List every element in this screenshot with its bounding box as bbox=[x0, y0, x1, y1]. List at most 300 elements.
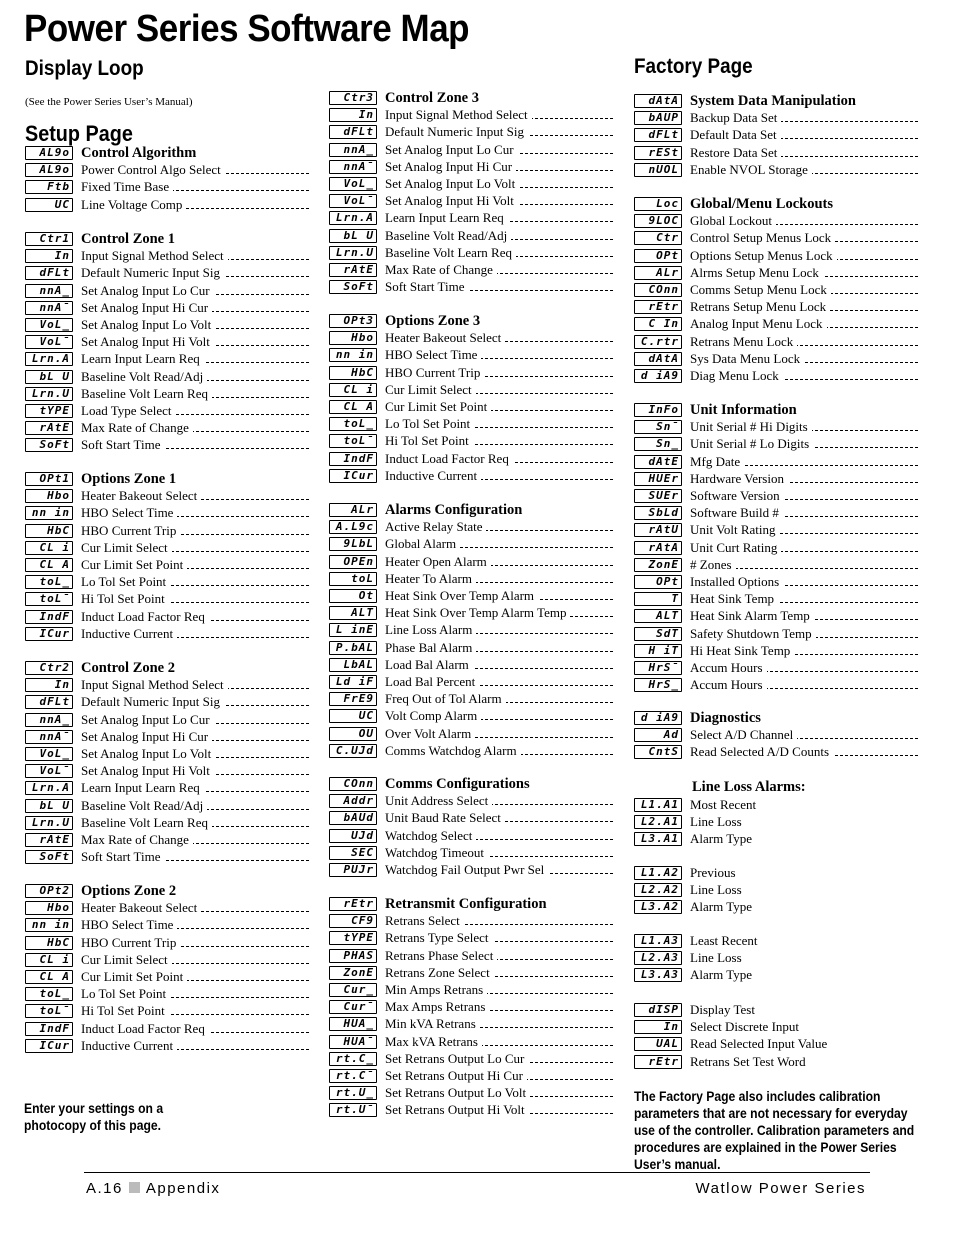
led-code: OPt bbox=[634, 249, 682, 263]
section-header bbox=[25, 231, 315, 248]
led-code: ALr bbox=[329, 503, 377, 517]
led-code: Ad bbox=[634, 728, 682, 742]
parameter-row bbox=[634, 488, 924, 505]
parameter-label: Volt Comp Alarm bbox=[385, 708, 481, 723]
parameter-row bbox=[329, 228, 619, 245]
parameter-label: Baseline Volt Learn Req bbox=[385, 245, 516, 260]
led-code: 9LOC bbox=[634, 214, 682, 228]
led-code: VoL¯ bbox=[25, 764, 73, 778]
parameter-row bbox=[25, 694, 315, 711]
led-code: In bbox=[25, 678, 73, 692]
led-code: UC bbox=[25, 198, 73, 212]
parameter-label: Comms Watchdog Alarm bbox=[385, 743, 521, 758]
parameter-row bbox=[329, 743, 619, 760]
led-code: rt.C¯ bbox=[329, 1069, 377, 1083]
led-code: SEC bbox=[329, 846, 377, 860]
led-code: CntS bbox=[634, 745, 682, 759]
parameter-row bbox=[25, 334, 315, 351]
led-code: Ftb bbox=[25, 180, 73, 194]
led-code: HUA_ bbox=[329, 1017, 377, 1031]
parameter-label: Inductive Current bbox=[81, 626, 177, 641]
led-code: Lrn.U bbox=[25, 816, 73, 830]
parameter-label: Mfg Date bbox=[690, 454, 744, 469]
parameter-label: Unit Baud Rate Select bbox=[385, 810, 505, 825]
led-code: PUJr bbox=[329, 863, 377, 877]
led-code: P.bAL bbox=[329, 641, 377, 655]
parameter-row bbox=[329, 605, 619, 622]
parameter-label: Max Rate of Change bbox=[81, 832, 193, 847]
parameter-row bbox=[329, 176, 619, 193]
led-code: bL U bbox=[329, 229, 377, 243]
parameter-row bbox=[25, 300, 315, 317]
led-code: Sn_ bbox=[634, 437, 682, 451]
led-code: VoL¯ bbox=[329, 194, 377, 208]
parameter-label: Soft Start Time bbox=[385, 279, 468, 294]
parameter-label: Learn Input Learn Req bbox=[385, 210, 508, 225]
section-header bbox=[329, 502, 619, 519]
led-code: UAL bbox=[634, 1037, 682, 1051]
led-code: Ctr2 bbox=[25, 661, 73, 675]
parameter-label: Unit Address Select bbox=[385, 793, 492, 808]
led-code: bAUd bbox=[329, 811, 377, 825]
parameter-row bbox=[634, 1036, 924, 1053]
led-code: nnA¯ bbox=[25, 730, 73, 744]
led-code: Ctr3 bbox=[329, 91, 377, 105]
parameter-label: Default Numeric Input Sig bbox=[81, 694, 224, 709]
led-code: dAtA bbox=[634, 94, 682, 108]
led-code: CL i bbox=[329, 383, 377, 397]
parameter-label: Set Analog Input Hi Volt bbox=[81, 763, 214, 778]
parameter-row bbox=[25, 729, 315, 746]
parameter-row bbox=[25, 351, 315, 368]
parameter-label: Lo Tol Set Point bbox=[81, 574, 170, 589]
parameter-label: Hi Tol Set Point bbox=[385, 433, 473, 448]
parameter-label: Installed Options bbox=[690, 574, 783, 589]
parameter-label: Learn Input Learn Req bbox=[81, 780, 204, 795]
led-code: rESt bbox=[634, 146, 682, 160]
parameter-row bbox=[634, 677, 924, 694]
parameter-row bbox=[329, 793, 619, 810]
parameter-row bbox=[329, 691, 619, 708]
parameter-label: Lo Tol Set Point bbox=[81, 986, 170, 1001]
parameter-row bbox=[329, 965, 619, 982]
led-code: FrE9 bbox=[329, 692, 377, 706]
parameter-label: Input Signal Method Select bbox=[81, 677, 228, 692]
parameter-row bbox=[25, 557, 315, 574]
parameter-row bbox=[25, 712, 315, 729]
parameter-label: Backup Data Set bbox=[690, 110, 781, 125]
led-code: IndF bbox=[329, 452, 377, 466]
parameter-row bbox=[25, 574, 315, 591]
led-code: HUEr bbox=[634, 472, 682, 486]
led-code: Loc bbox=[634, 197, 682, 211]
parameter-row bbox=[634, 282, 924, 299]
parameter-row bbox=[634, 471, 924, 488]
parameter-row bbox=[25, 780, 315, 797]
led-code: L2.A3 bbox=[634, 951, 682, 965]
led-code: Cur_ bbox=[329, 983, 377, 997]
parameter-row bbox=[329, 1102, 619, 1119]
led-code: SoFt bbox=[329, 280, 377, 294]
parameter-label: Input Signal Method Select bbox=[81, 248, 228, 263]
parameter-label: Cur Limit Select bbox=[81, 540, 172, 555]
parameter-label: Alarm Type bbox=[690, 899, 756, 914]
led-code: Cur¯ bbox=[329, 1000, 377, 1014]
parameter-row bbox=[634, 831, 924, 848]
square-bullet-icon bbox=[129, 1182, 140, 1193]
parameter-row bbox=[634, 626, 924, 643]
parameter-row bbox=[25, 832, 315, 849]
led-code: tYPE bbox=[25, 404, 73, 418]
led-code: CL A bbox=[25, 558, 73, 572]
parameter-label: Set Retrans Output Lo Cur bbox=[385, 1051, 528, 1066]
parameter-row bbox=[25, 677, 315, 694]
factory-page-heading: Factory Page bbox=[634, 55, 753, 78]
page-title: Power Series Software Map bbox=[24, 8, 470, 50]
parameter-row bbox=[25, 952, 315, 969]
parameter-row bbox=[329, 245, 619, 262]
led-code: dAtA bbox=[634, 352, 682, 366]
led-code: rAtE bbox=[25, 421, 73, 435]
section-header bbox=[329, 776, 619, 793]
parameter-row bbox=[329, 468, 619, 485]
parameter-label: Default Data Set bbox=[690, 127, 781, 142]
parameter-label: Global Alarm bbox=[385, 536, 460, 551]
parameter-row bbox=[329, 1051, 619, 1068]
led-code: A.L9c bbox=[329, 520, 377, 534]
parameter-row bbox=[329, 588, 619, 605]
parameter-row bbox=[634, 368, 924, 385]
parameter-label: Set Analog Input Hi Volt bbox=[385, 193, 518, 208]
parameter-label: Unit Serial # Hi Digits bbox=[690, 419, 812, 434]
parameter-row bbox=[329, 982, 619, 999]
parameter-label: Set Analog Input Hi Volt bbox=[81, 334, 214, 349]
led-code: SoFt bbox=[25, 850, 73, 864]
led-code: UC bbox=[329, 709, 377, 723]
parameter-label: Set Analog Input Lo Volt bbox=[81, 317, 215, 332]
line-loss-heading: Line Loss Alarms: bbox=[692, 779, 806, 795]
parameter-label: Cur Limit Set Point bbox=[81, 557, 187, 572]
parameter-label: Min Amps Retrans bbox=[385, 982, 487, 997]
led-code: COnn bbox=[329, 777, 377, 791]
parameter-label: Alarm Type bbox=[690, 831, 756, 846]
parameter-row bbox=[329, 948, 619, 965]
led-code: rt.U_ bbox=[329, 1086, 377, 1100]
parameter-row bbox=[329, 519, 619, 536]
led-code: InFo bbox=[634, 403, 682, 417]
led-code: CL A bbox=[329, 400, 377, 414]
parameter-row bbox=[329, 124, 619, 141]
parameter-label: Watchdog Timeout bbox=[385, 845, 488, 860]
parameter-label: Inductive Current bbox=[385, 468, 481, 483]
section-title: Comms Configurations bbox=[385, 776, 530, 792]
led-code: IndF bbox=[25, 610, 73, 624]
parameter-row bbox=[25, 986, 315, 1003]
section-title: Retransmit Configuration bbox=[385, 896, 547, 912]
parameter-label: Cur Limit Set Point bbox=[81, 969, 187, 984]
parameter-label: Retrans Zone Select bbox=[385, 965, 494, 980]
parameter-row bbox=[25, 488, 315, 505]
parameter-label: Phase Bal Alarm bbox=[385, 640, 476, 655]
section-title: Options Zone 1 bbox=[81, 471, 177, 487]
parameter-row bbox=[634, 454, 924, 471]
parameter-row bbox=[634, 899, 924, 916]
section-title: Control Zone 2 bbox=[81, 660, 175, 676]
parameter-row bbox=[25, 609, 315, 626]
section-title: Options Zone 2 bbox=[81, 883, 177, 899]
parameter-label: Control Setup Menus Lock bbox=[690, 230, 835, 245]
led-code: OPEn bbox=[329, 555, 377, 569]
led-code: L3.A2 bbox=[634, 900, 682, 914]
section-title: System Data Manipulation bbox=[690, 93, 856, 109]
section-header bbox=[329, 313, 619, 330]
parameter-row bbox=[634, 248, 924, 265]
parameter-label: Set Analog Input Hi Cur bbox=[385, 159, 516, 174]
parameter-label: Analog Input Menu Lock bbox=[690, 316, 827, 331]
led-code: toL¯ bbox=[25, 1004, 73, 1018]
parameter-row bbox=[25, 626, 315, 643]
parameter-row bbox=[329, 726, 619, 743]
led-code: VoL_ bbox=[25, 747, 73, 761]
parameter-label: Unit Serial # Lo Digits bbox=[690, 436, 813, 451]
parameter-row bbox=[329, 433, 619, 450]
parameter-row bbox=[329, 999, 619, 1016]
led-code: In bbox=[25, 249, 73, 263]
parameter-row bbox=[634, 574, 924, 591]
parameter-row bbox=[634, 727, 924, 744]
led-code: bL U bbox=[25, 370, 73, 384]
section-header bbox=[634, 402, 924, 419]
parameter-label: Baseline Volt Read/Adj bbox=[385, 228, 511, 243]
led-code: Lrn.U bbox=[329, 246, 377, 260]
parameter-row bbox=[634, 744, 924, 761]
parameter-label: Hardware Version bbox=[690, 471, 788, 486]
parameter-label: Load Bal Alarm bbox=[385, 657, 473, 672]
parameter-row bbox=[329, 365, 619, 382]
parameter-row bbox=[634, 950, 924, 967]
section-title: Control Zone 1 bbox=[81, 231, 175, 247]
led-code: nnA_ bbox=[25, 713, 73, 727]
parameter-row bbox=[634, 213, 924, 230]
parameter-row bbox=[329, 930, 619, 947]
section-header bbox=[25, 660, 315, 677]
led-code: L1.A2 bbox=[634, 866, 682, 880]
led-code: Ot bbox=[329, 589, 377, 603]
parameter-label: Display Test bbox=[690, 1002, 759, 1017]
parameter-row bbox=[634, 882, 924, 899]
led-code: ICur bbox=[25, 1039, 73, 1053]
parameter-row bbox=[634, 334, 924, 351]
led-code: rAtA bbox=[634, 541, 682, 555]
parameter-label: Retrans Type Select bbox=[385, 930, 493, 945]
parameter-label: Select A/D Channel bbox=[690, 727, 797, 742]
parameter-row bbox=[329, 1016, 619, 1033]
parameter-label: Baseline Volt Learn Req bbox=[81, 815, 212, 830]
led-code: AL9o bbox=[25, 163, 73, 177]
parameter-row bbox=[329, 845, 619, 862]
parameter-row bbox=[329, 1068, 619, 1085]
parameter-label: Accum Hours bbox=[690, 660, 767, 675]
parameter-label: Global Lockout bbox=[690, 213, 776, 228]
parameter-label: Software Build # bbox=[690, 505, 783, 520]
footer-rule bbox=[84, 1172, 870, 1173]
parameter-label: Max kVA Retrans bbox=[385, 1034, 482, 1049]
parameter-label: Heater Bakeout Select bbox=[81, 900, 201, 915]
parameter-row bbox=[634, 1002, 924, 1019]
parameter-row bbox=[25, 317, 315, 334]
parameter-row bbox=[634, 643, 924, 660]
section-title: Alarms Configuration bbox=[385, 502, 523, 518]
led-code: ICur bbox=[329, 469, 377, 483]
parameter-row bbox=[25, 248, 315, 265]
parameter-row bbox=[634, 419, 924, 436]
led-code: rt.U¯ bbox=[329, 1103, 377, 1117]
parameter-label: Read Selected Input Value bbox=[690, 1036, 831, 1051]
led-code: Ld iF bbox=[329, 675, 377, 689]
parameter-label: Baseline Volt Read/Adj bbox=[81, 798, 207, 813]
parameter-label: Learn Input Learn Req bbox=[81, 351, 204, 366]
parameter-row bbox=[634, 127, 924, 144]
led-code: SoFt bbox=[25, 438, 73, 452]
led-code: C.UJd bbox=[329, 744, 377, 758]
parameter-label: Safety Shutdown Temp bbox=[690, 626, 816, 641]
led-code: VoL_ bbox=[329, 177, 377, 191]
parameter-row bbox=[25, 935, 315, 952]
parameter-row bbox=[25, 505, 315, 522]
parameter-label: Watchdog Fail Output Pwr Sel bbox=[385, 862, 548, 877]
section-header bbox=[634, 93, 924, 110]
led-code: toL¯ bbox=[25, 592, 73, 606]
parameter-label: Max Rate of Change bbox=[385, 262, 497, 277]
led-code: Ctr1 bbox=[25, 232, 73, 246]
parameter-row bbox=[634, 814, 924, 831]
led-code: L1.A1 bbox=[634, 798, 682, 812]
parameter-row bbox=[25, 798, 315, 815]
led-code: L3.A3 bbox=[634, 968, 682, 982]
parameter-row bbox=[25, 969, 315, 986]
led-code: rEtr bbox=[329, 897, 377, 911]
parameter-label: Options Setup Menus Lock bbox=[690, 248, 837, 263]
led-code: ICur bbox=[25, 627, 73, 641]
parameter-label: Load Type Select bbox=[81, 403, 176, 418]
led-code: In bbox=[329, 108, 377, 122]
led-code: SUEr bbox=[634, 489, 682, 503]
parameter-label: Least Recent bbox=[690, 933, 762, 948]
led-code: bAUP bbox=[634, 111, 682, 125]
parameter-label: Max Amps Retrans bbox=[385, 999, 489, 1014]
parameter-row bbox=[634, 230, 924, 247]
led-code: d iA9 bbox=[634, 711, 682, 725]
parameter-label: Alarm Type bbox=[690, 967, 756, 982]
parameter-label: Induct Load Factor Req bbox=[385, 451, 513, 466]
led-code: OU bbox=[329, 727, 377, 741]
parameter-label: HBO Current Trip bbox=[81, 523, 180, 538]
parameter-label: Set Analog Input Hi Cur bbox=[81, 300, 212, 315]
parameter-row bbox=[25, 369, 315, 386]
parameter-label: Heat Sink Over Temp Alarm bbox=[385, 588, 538, 603]
parameter-row bbox=[634, 557, 924, 574]
parameter-row bbox=[329, 193, 619, 210]
led-code: ZonE bbox=[329, 966, 377, 980]
led-code: Hbo bbox=[25, 901, 73, 915]
parameter-row bbox=[25, 420, 315, 437]
parameter-row bbox=[25, 917, 315, 934]
led-code: dAtE bbox=[634, 455, 682, 469]
led-code: rAtU bbox=[634, 523, 682, 537]
parameter-row bbox=[25, 763, 315, 780]
led-code: Hbo bbox=[25, 489, 73, 503]
parameter-label: Min kVA Retrans bbox=[385, 1016, 480, 1031]
parameter-label: Retrans Set Test Word bbox=[690, 1054, 810, 1069]
parameter-row bbox=[329, 399, 619, 416]
parameter-row bbox=[329, 622, 619, 639]
parameter-label: Set Analog Input Lo Cur bbox=[81, 712, 214, 727]
parameter-label: Heat Sink Alarm Temp bbox=[690, 608, 814, 623]
led-code: HbC bbox=[25, 524, 73, 538]
led-code: Lrn.A bbox=[25, 781, 73, 795]
parameter-row bbox=[329, 828, 619, 845]
led-code: OPt3 bbox=[329, 314, 377, 328]
parameter-label: HBO Select Time bbox=[81, 917, 177, 932]
parameter-label: Lo Tol Set Point bbox=[385, 416, 474, 431]
led-code: CL A bbox=[25, 970, 73, 984]
parameter-label: Restore Data Set bbox=[690, 145, 781, 160]
led-code: HbC bbox=[25, 936, 73, 950]
led-code: dFLt bbox=[329, 125, 377, 139]
parameter-row bbox=[634, 436, 924, 453]
parameter-row bbox=[329, 279, 619, 296]
led-code: toL_ bbox=[25, 987, 73, 1001]
display-loop-note: (See the Power Series User’s Manual) bbox=[25, 96, 193, 108]
parameter-label: Default Numeric Input Sig bbox=[81, 265, 224, 280]
led-code: PHAS bbox=[329, 949, 377, 963]
section-header bbox=[25, 145, 315, 162]
led-code: UJd bbox=[329, 829, 377, 843]
parameter-row bbox=[634, 522, 924, 539]
led-code: T bbox=[634, 592, 682, 606]
parameter-row bbox=[329, 210, 619, 227]
parameter-label: Set Retrans Output Hi Cur bbox=[385, 1068, 527, 1083]
footer-section: Appendix bbox=[145, 1180, 221, 1197]
parameter-label: Retrans Setup Menu Lock bbox=[690, 299, 830, 314]
parameter-row bbox=[329, 1085, 619, 1102]
parameter-label: Retrans Phase Select bbox=[385, 948, 497, 963]
parameter-row bbox=[634, 110, 924, 127]
parameter-row bbox=[329, 159, 619, 176]
parameter-row bbox=[329, 554, 619, 571]
led-code: L2.A2 bbox=[634, 883, 682, 897]
parameter-row bbox=[25, 540, 315, 557]
section-header bbox=[25, 883, 315, 900]
parameter-label: # Zones bbox=[690, 557, 736, 572]
parameter-label: Load Bal Percent bbox=[385, 674, 479, 689]
display-loop-heading: Display Loop bbox=[25, 57, 144, 80]
section-title: Global/Menu Lockouts bbox=[690, 196, 834, 212]
parameter-label: Set Retrans Output Lo Volt bbox=[385, 1085, 530, 1100]
parameter-label: Unit Curt Rating bbox=[690, 540, 781, 555]
parameter-label: Line Voltage Comp bbox=[81, 197, 186, 212]
parameter-row bbox=[25, 162, 315, 179]
led-code: dFLt bbox=[634, 128, 682, 142]
parameter-label: Default Numeric Input Sig bbox=[385, 124, 528, 139]
parameter-label: Line Loss Alarm bbox=[385, 622, 476, 637]
led-code: Ctr bbox=[634, 231, 682, 245]
parameter-label: Unit Volt Rating bbox=[690, 522, 779, 537]
parameter-label: HBO Select Time bbox=[385, 347, 481, 362]
parameter-label: HBO Current Trip bbox=[385, 365, 484, 380]
parameter-row bbox=[634, 505, 924, 522]
section-title: Unit Information bbox=[690, 402, 797, 418]
